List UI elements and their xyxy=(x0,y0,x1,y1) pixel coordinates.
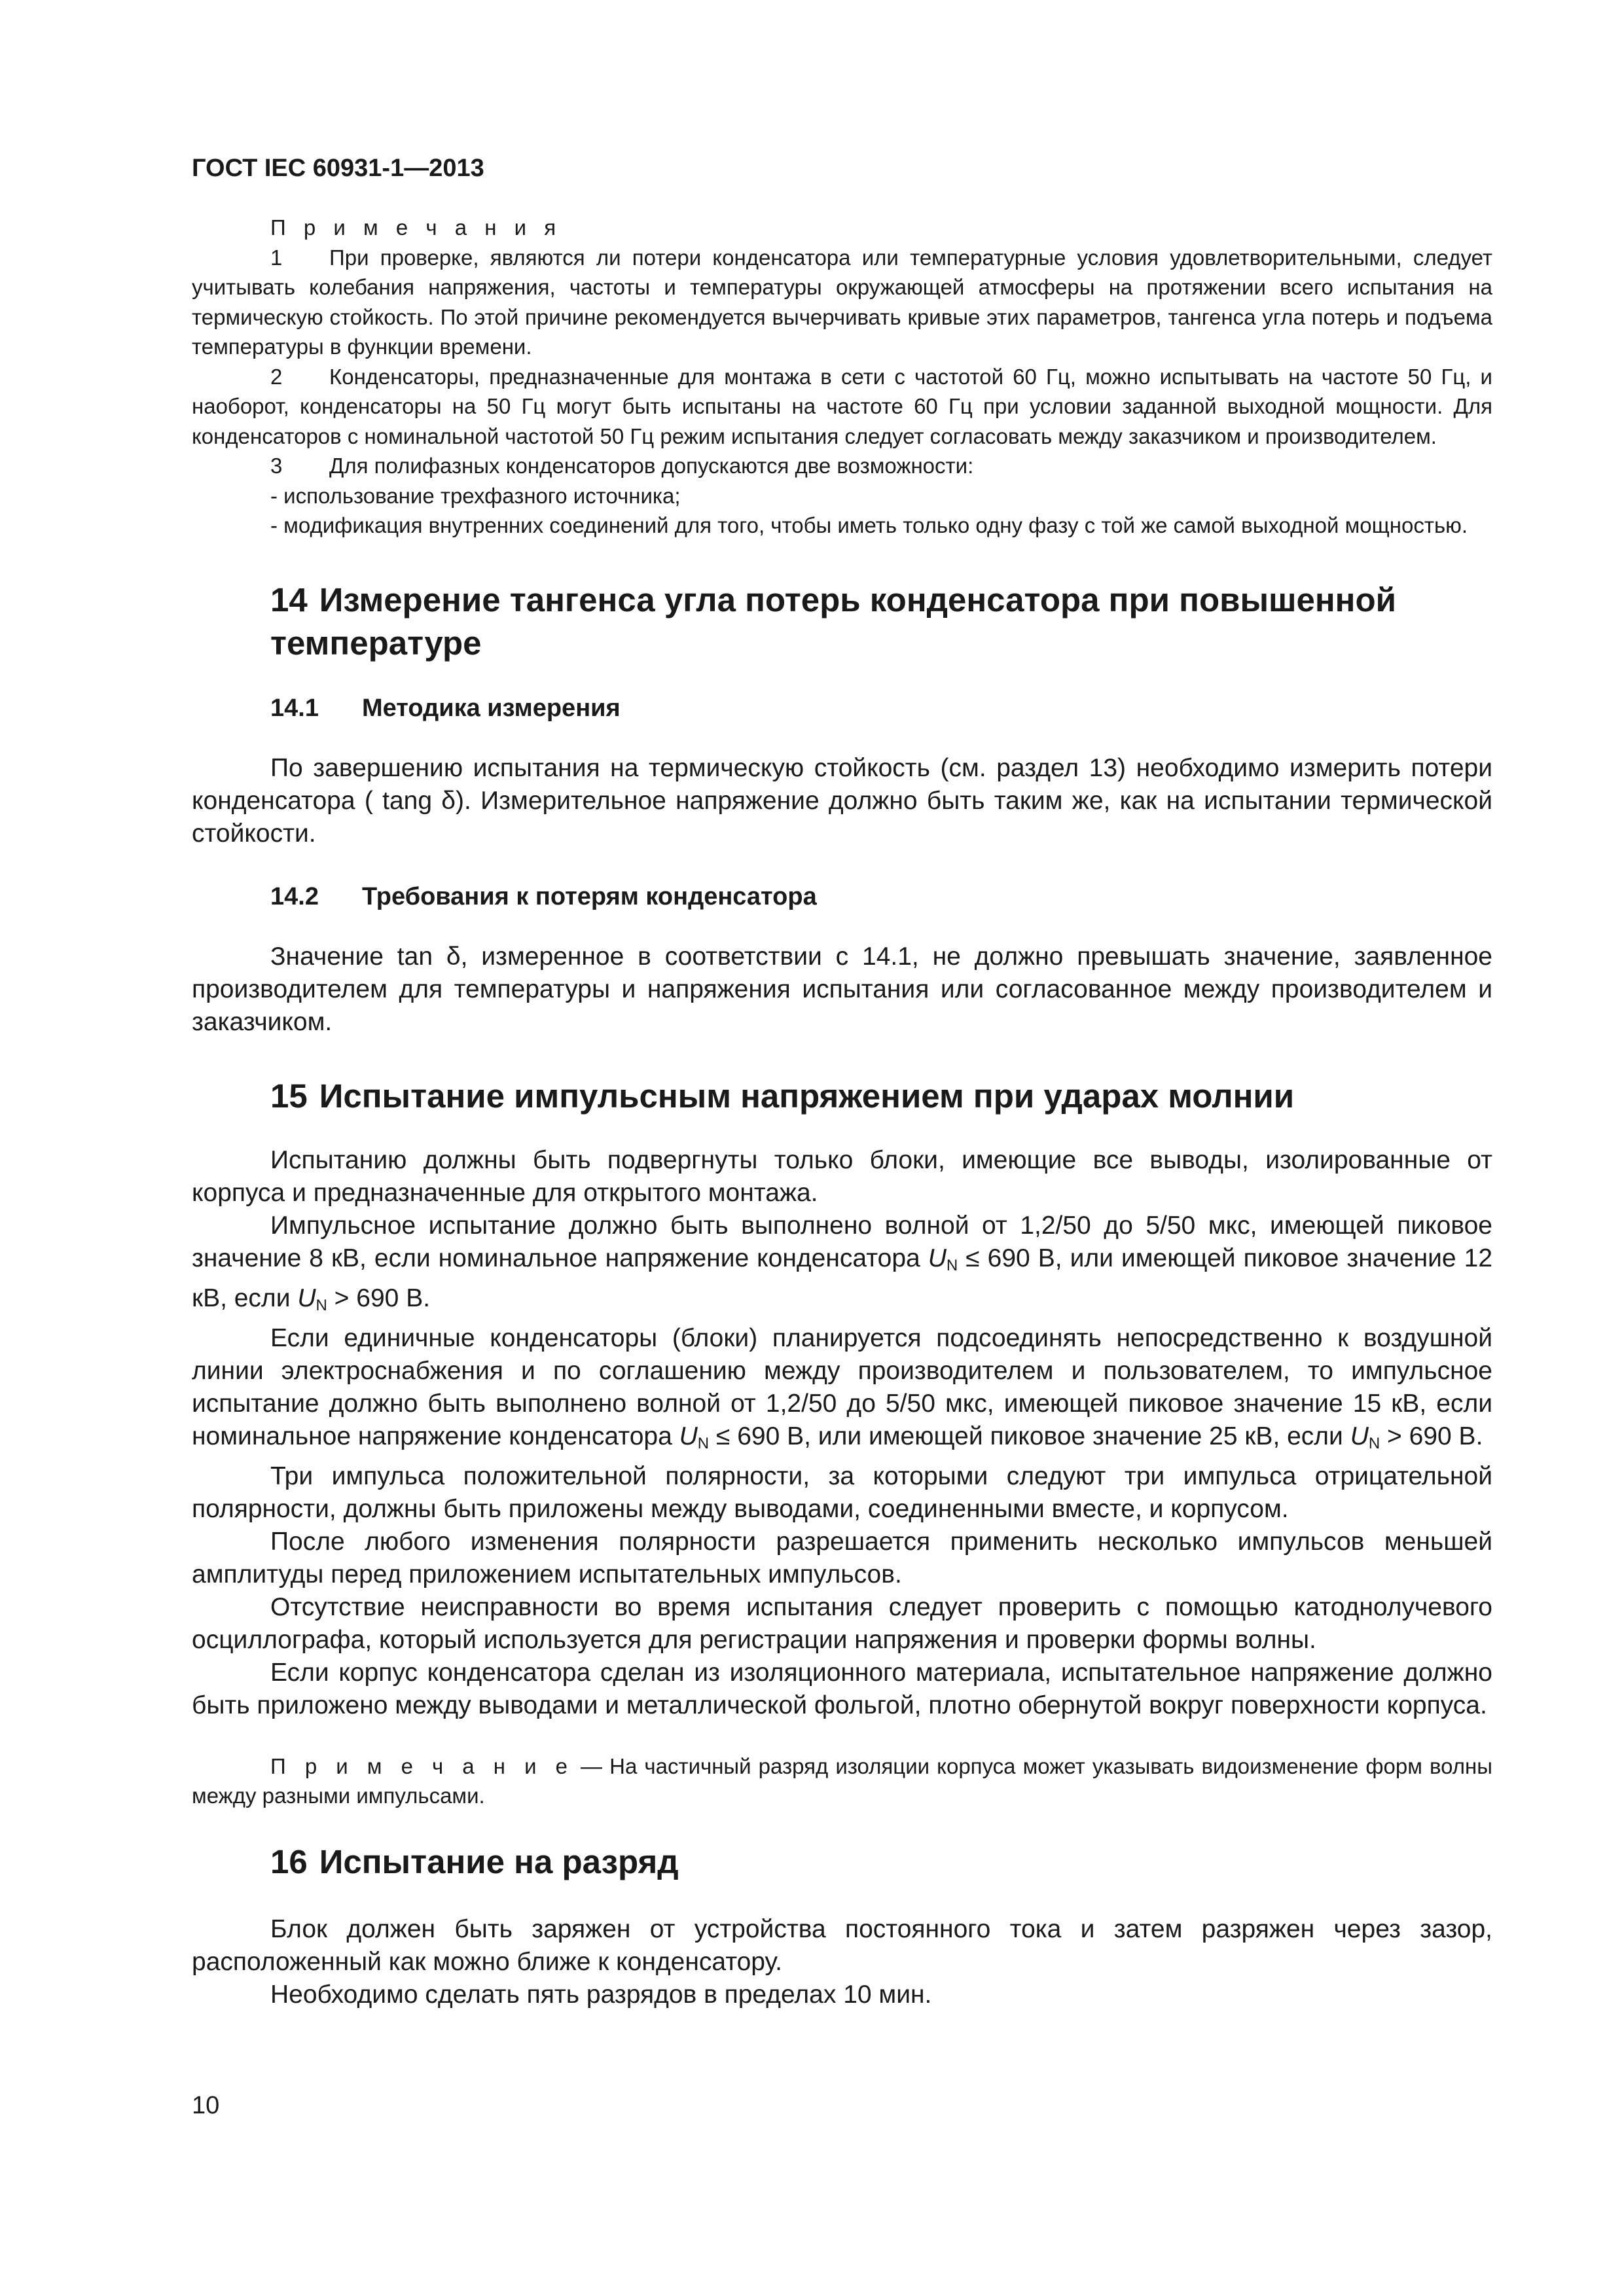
page-number: 10 xyxy=(192,2092,220,2119)
section-title: Измерение тангенса угла потерь конденсатора при повышенной температуре xyxy=(270,581,1396,662)
paragraph: Испытанию должны быть подвергнуты только блоки, имеющие все выводы, изолированные от корпуса и предназначенные для открытого монтажа. xyxy=(192,1145,1492,1207)
section-16-body xyxy=(192,1913,1492,2011)
section-15-body xyxy=(192,1144,1492,1722)
note-item xyxy=(192,362,1492,452)
note-number: 2 xyxy=(270,364,283,389)
paragraph: Если корпус конденсатора сделан из изоляционного материала, испытательное напряжение должно быть приложено между выводами и металлической фольгой, плотно обернутой вокруг поверхности корпуса. xyxy=(192,1658,1492,1719)
note-number: 3 xyxy=(270,454,283,478)
section-title: Испытание импульсным напряжением при ударах молнии xyxy=(319,1077,1295,1115)
paragraph: Три импульса положительной полярности, за которыми следуют три импульса отрицательной полярности, должны быть приложены между выводами, соединенными вместе, и корпусом. xyxy=(192,1462,1492,1523)
section-number: 15 xyxy=(270,1077,308,1115)
note-item xyxy=(192,451,1492,481)
subsection-title: Требования к потерям конденсатора xyxy=(362,882,817,910)
section-title: Испытание на разряд xyxy=(319,1842,679,1880)
notes-title: П р и м е ч а н и я xyxy=(270,215,562,240)
paragraph: Отсутствие неисправности во время испытания следует проверить с помощью катоднолучевого осциллографа, который используется для регистрации напряжения и проверки формы волны. xyxy=(192,1592,1492,1654)
section-16-heading xyxy=(192,1840,1492,1884)
subsection-14-2-heading xyxy=(192,883,1492,911)
page-content xyxy=(192,213,1492,2011)
note-item xyxy=(192,243,1492,362)
note-text: При проверке, являются ли потери конденсатора или температурные условия удовлетворительными, следует учитывать колебания напряжения, частоты и температуры окружающей атмосферы на протяжении всего испытания на термическую стойкость. По этой причине рекомендуется вычерчивать кривые этих параметров, тангенса угла потерь и подъема температуры в функции времени. xyxy=(192,245,1492,359)
paragraph: После любого изменения полярности разрешается применить несколько импульсов меньшей амплитуды перед приложением испытательных импульсов. xyxy=(192,1527,1492,1588)
subsection-14-1-heading xyxy=(192,694,1492,723)
paragraph: По завершению испытания на термическую стойкость (см. раздел 13) необходимо измерить потери конденсатора ( tang δ). Измерительное напряжение должно быть таким же, как на испытании термической стойкости. xyxy=(192,753,1492,848)
note-dash-item: - модификация внутренних соединений для того, чтобы иметь только одну фазу с той же самой выходной мощностью. xyxy=(270,513,1468,537)
paragraph: Если единичные конденсаторы (блоки) планируется подсоединять непосредственно к воздушной линии электроснабжения и по соглашению между производителем и пользователем, то импульсное испытание должно быть выполнено волной от 1,2/50 до 5/50 мкс, имеющей пиковое значение 15 кВ, если номинальное напряжение конденсатора $U_N \le 690$ В, или имеющей пиковое значение 25 кВ, если $U_N > 690$ В. xyxy=(192,1323,1492,1452)
section-number: 16 xyxy=(270,1842,308,1880)
note-text: — На частичный разряд изоляции корпуса может указывать видоизменение форм волны между разными импульсами. xyxy=(192,1753,1492,1808)
paragraph: Блок должен быть заряжен от устройства постоянного тока и затем разряжен через зазор, расположенный как можно ближе к конденсатору. xyxy=(192,1914,1492,1976)
paragraph: Импульсное испытание должно быть выполнено волной от 1,2/50 до 5/50 мкс, имеющей пиковое значение 8 кВ, если номинальное напряжение конденсатора $U_N \le 690$ В, или имеющей пиковое значение 12 кВ, если $U_N > 690$ В. xyxy=(192,1211,1493,1314)
subsection-title: Методика измерения xyxy=(362,694,621,722)
subsection-number: 14.2 xyxy=(270,882,319,910)
paragraph: Необходимо сделать пять разрядов в пределах 10 мин. xyxy=(270,1980,932,2009)
section-15-note xyxy=(192,1751,1492,1811)
section-15-heading xyxy=(192,1075,1492,1118)
note-number: 1 xyxy=(270,245,283,270)
note-text: Для полифазных конденсаторов допускаются две возможности: xyxy=(329,454,974,478)
paragraph: Значение tan δ, измеренное в соответствии с 14.1, не должно превышать значение, заявленное производителем для температуры и напряжения испытания или согласованное между производителем и заказчиком. xyxy=(192,942,1492,1036)
section-number: 14 xyxy=(270,581,308,619)
section-14-heading xyxy=(192,579,1492,665)
note-dash-item: - использование трехфазного источника; xyxy=(270,483,681,508)
note-text: Конденсаторы, предназначенные для монтажа в сети с частотой 60 Гц, можно испытывать на частоте 50 Гц, и наоборот, конденсаторы на 50 Гц могут быть испытаны на частоте 60 Гц при условии заданной выходной мощности. Для конденсаторов с номинальной частотой 50 Гц режим испытания следует согласовать между заказчиком и производителем. xyxy=(192,364,1492,448)
note-label: П р и м е ч а н и е xyxy=(270,1753,573,1778)
subsection-number: 14.1 xyxy=(270,694,319,722)
document-header: ГОСТ IEC 60931-1—2013 xyxy=(192,154,484,182)
notes-block xyxy=(192,213,1492,541)
